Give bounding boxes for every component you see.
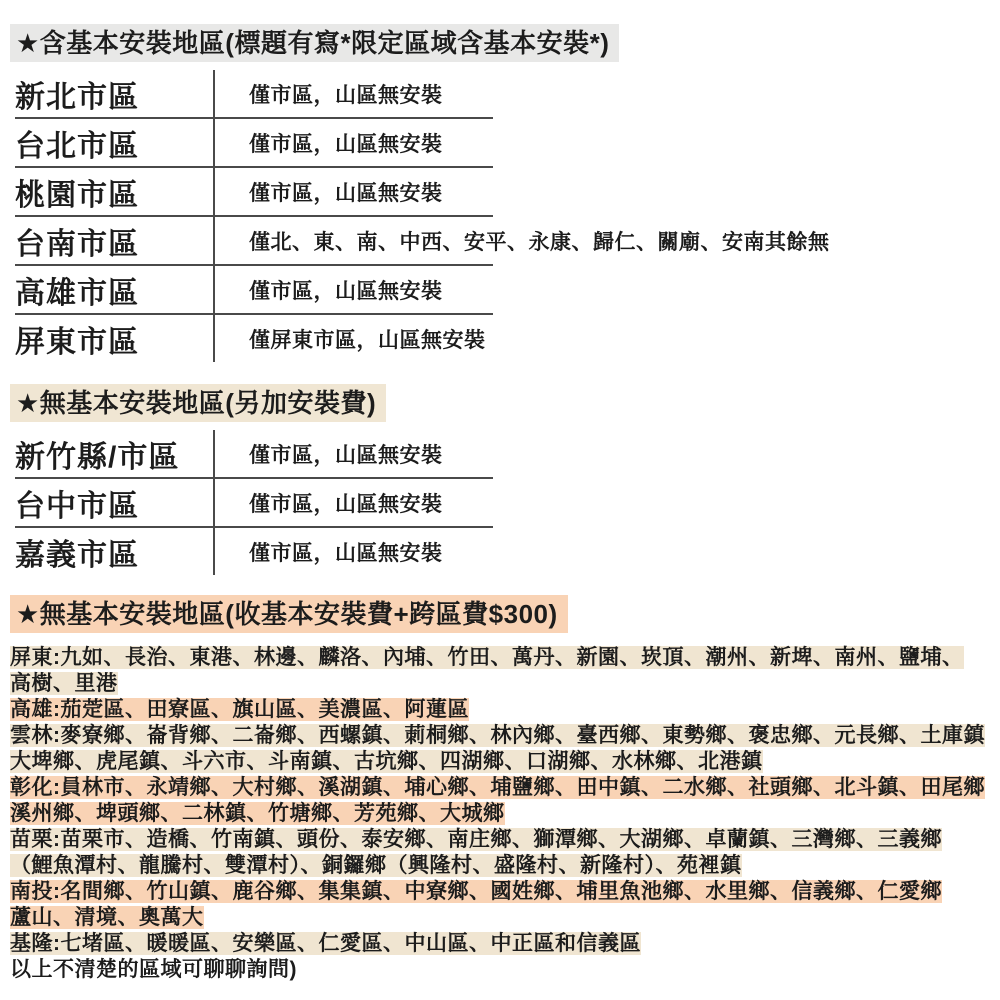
table-row: [15, 119, 493, 168]
area-line-changhua-cont: [10, 801, 1000, 827]
area-line-nantou-cont: [10, 905, 1000, 931]
extra-fee-table: [15, 430, 493, 575]
area-line-text: 彰化:員林市、永靖鄉、大村鄉、溪湖鎮、埔心鄉、埔鹽鄉、田中鎮、二水鄉、社頭鄉、北斗鎮、田尾鄉: [10, 776, 985, 799]
area-line-closing-note: [10, 957, 1000, 983]
area-line-text: 雲林:麥寮鄉、崙背鄉、二崙鄉、西螺鎮、莿桐鄉、林內鄉、臺西鄉、東勢鄉、褒忠鄉、元長鄉、土庫鎮: [10, 724, 985, 747]
table-row: [15, 528, 493, 575]
table-row: [15, 217, 830, 266]
area-line-text: 以上不清楚的區域可聊聊詢問): [10, 958, 297, 981]
section-header-included-install: ★含基本安裝地區(標題有寫*限定區域含基本安裝*): [10, 24, 619, 62]
table-row: [15, 315, 493, 362]
region-note: 僅市區，山區無安裝: [213, 479, 443, 526]
area-line-text: 南投:名間鄉、竹山鎮、鹿谷鄉、集集鎮、中寮鄉、國姓鄉、埔里魚池鄉、水里鄉、信義鄉、仁愛鄉: [10, 880, 942, 903]
table-row: [15, 70, 493, 119]
section-header-cross-region: ★無基本安裝地區(收基本安裝費+跨區費$300): [10, 595, 568, 633]
region-name: 桃園市區: [15, 178, 139, 212]
region-name: 新北市區: [15, 80, 139, 114]
area-line-miaoli-cont: [10, 853, 1000, 879]
cross-region-area-list: [10, 645, 1000, 983]
area-line-keelung: [10, 931, 1000, 957]
area-line-pingtung: [10, 645, 1000, 671]
area-line-text: 屏東:九如、長治、東港、林邊、麟洛、內埔、竹田、萬丹、新園、崁頂、潮州、新埤、南州、鹽埔、: [10, 646, 964, 669]
area-line-nantou: [10, 879, 1000, 905]
region-name: 台北市區: [15, 129, 139, 163]
area-line-text: 苗栗:苗栗市、造橋、竹南鎮、頭份、泰安鄉、南庄鄉、獅潭鄉、大湖鄉、卓蘭鎮、三灣鄉、三義鄉: [10, 828, 942, 851]
region-name: 嘉義市區: [15, 538, 139, 572]
area-line-text: 基隆:七堵區、暖暖區、安樂區、仁愛區、中山區、中正區和信義區: [10, 932, 641, 955]
area-line-pingtung-cont: [10, 671, 1000, 697]
area-line-text: 蘆山、清境、奧萬大: [10, 906, 204, 929]
region-name: 台南市區: [15, 227, 139, 261]
region-name: 台中市區: [15, 489, 139, 523]
area-line-yunlin: [10, 723, 1000, 749]
included-install-table: [15, 70, 830, 362]
area-line-yunlin-cont: [10, 749, 1000, 775]
region-name: 新竹縣/市區: [15, 440, 180, 474]
area-line-changhua: [10, 775, 1000, 801]
area-line-miaoli: [10, 827, 1000, 853]
region-note: 僅市區，山區無安裝: [213, 119, 443, 166]
table-row: [15, 479, 493, 528]
region-note: 僅市區，山區無安裝: [213, 430, 443, 477]
region-note: 僅市區，山區無安裝: [213, 528, 443, 575]
region-note: 僅市區，山區無安裝: [213, 266, 443, 313]
area-line-kaohsiung: [10, 697, 1000, 723]
region-note: 僅市區，山區無安裝: [213, 168, 443, 215]
table-row: [15, 430, 493, 479]
region-note: 僅屏東市區，山區無安裝: [213, 315, 486, 362]
section-header-extra-fee: ★無基本安裝地區(另加安裝費): [10, 384, 386, 422]
table-row: [15, 168, 493, 217]
region-note: 僅北、東、南、中西、安平、永康、歸仁、關廟、安南其餘無: [213, 217, 830, 264]
table-row: [15, 266, 493, 315]
area-line-text: 高雄:茄萣區、田寮區、旗山區、美濃區、阿蓮區: [10, 698, 469, 721]
region-name: 屏東市區: [15, 325, 139, 359]
region-note: 僅市區，山區無安裝: [213, 70, 443, 117]
area-line-text: 高樹、里港: [10, 672, 118, 695]
area-line-text: （鯉魚潭村、龍騰村、雙潭村）、銅鑼鄉（興隆村、盛隆村、新隆村）、苑裡鎮: [10, 854, 742, 877]
area-line-text: 溪州鄉、埤頭鄉、二林鎮、竹塘鄉、芳苑鄉、大城鄉: [10, 802, 505, 825]
area-line-text: 大埤鄉、虎尾鎮、斗六市、斗南鎮、古坑鄉、四湖鄉、口湖鄉、水林鄉、北港鎮: [10, 750, 763, 773]
region-name: 高雄市區: [15, 276, 139, 310]
